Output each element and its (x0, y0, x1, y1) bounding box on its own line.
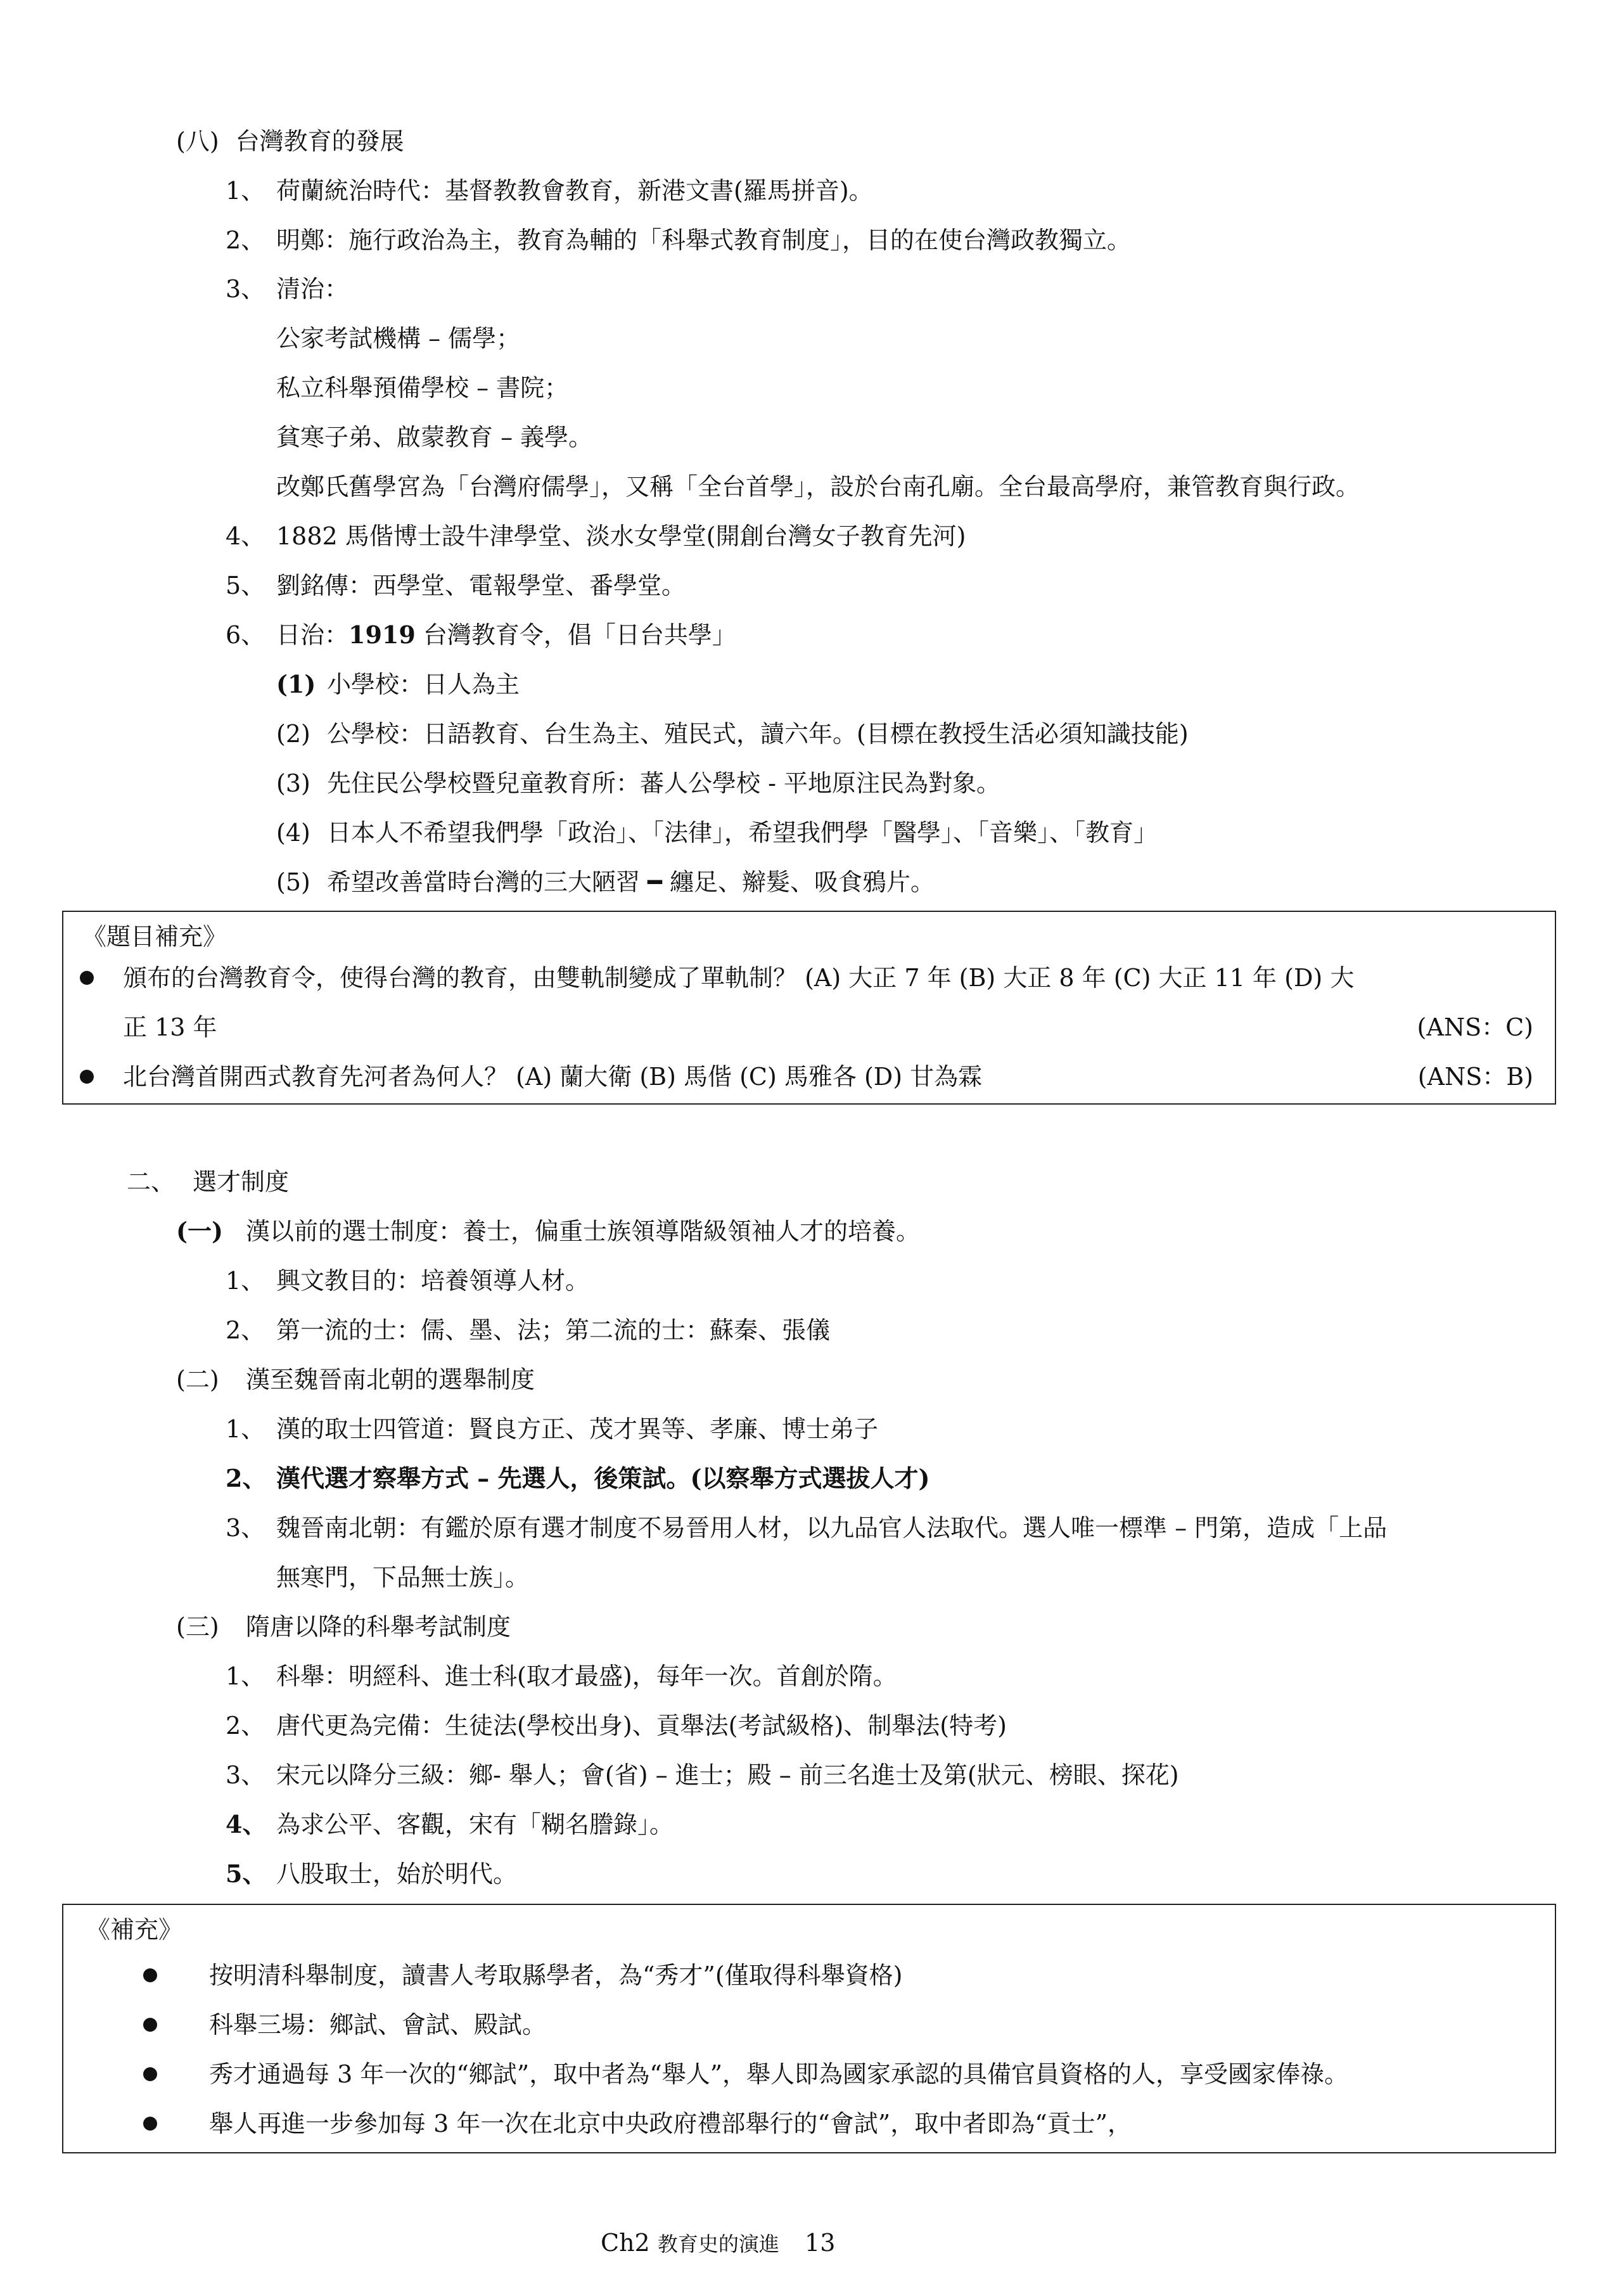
bullet-icon (80, 971, 94, 985)
sub-list-item: (2) 公學校：日語教育、台生為主、殖民式，讀六年。(目標在教授生活必須知識技能) (276, 720, 1189, 748)
section-title: 台灣教育的發展 (235, 127, 404, 155)
answer-text: (ANS：C) (1417, 1013, 1533, 1041)
section-heading (176, 129, 404, 153)
section-label: (八) (176, 127, 219, 155)
list-item: 無寒門，下品無士族」。 (276, 1563, 530, 1591)
list-item: 科舉三場：鄉試、會試、殿試。 (209, 2011, 547, 2039)
list-item: 4、 1882 馬偕博士設牛津學堂、淡水女學堂(開創台灣女子教育先河) (226, 522, 966, 550)
box-title: 《題目補充》 (82, 923, 227, 951)
footer-title: 教育史的演進 (657, 2232, 779, 2256)
footer-chapter: Ch2 (601, 2229, 650, 2257)
sub-list-item: (4) 日本人不希望我們學「政治」、「法律」，希望我們學「醫學」、「音樂」、「教育」 (276, 819, 1158, 847)
list-item: 4、 為求公平、客觀，宋有「糊名謄錄」。 (226, 1810, 674, 1838)
question-text: 北台灣首開西式教育先河者為何人？ (A) 蘭大衛 (B) 馬偕 (C) 馬雅各 (D) 甘為霖 (123, 1063, 983, 1091)
bullet-icon (143, 1968, 157, 1982)
list-item: 6、 日治：1919 台灣教育令，倡「日台共學」 (226, 620, 736, 649)
subsection-heading: (一) 漢以前的選士制度：養士，偏重士族領導階級領袖人才的培養。 (176, 1217, 921, 1245)
subsection-heading: (二) 漢至魏晉南北朝的選舉制度 (176, 1366, 535, 1394)
page-number: 13 (805, 2229, 836, 2257)
list-item: 貧寒子弟、啟蒙教育 – 義學。 (276, 423, 593, 451)
list-item: 公家考試機構 – 儒學； (276, 324, 521, 352)
list-item: 3、 宋元以降分三級：鄉- 舉人；會(省) – 進士；殿 – 前三名進士及第(狀元、榜眼、探花) (226, 1761, 1179, 1789)
list-item: 3、 清治： (226, 275, 349, 303)
list-item: 1、 興文教目的：培養領導人材。 (226, 1267, 590, 1295)
list-item: 5、 劉銘傳：西學堂、電報學堂、番學堂。 (226, 572, 686, 600)
subsection-heading: (三) 隋唐以降的科舉考試制度 (176, 1613, 511, 1641)
section-title: 選才制度 (193, 1168, 290, 1196)
list-item: 秀才通過每 3 年一次的“鄉試”，取中者為“舉人”，舉人即為國家承認的具備官員資格的人，享受國家俸祿。 (209, 2060, 1349, 2088)
sub-list-item: (3) 先住民公學校暨兒童教育所：蕃人公學校 - 平地原注民為對象。 (276, 769, 1001, 797)
list-item: 改鄭氏舊學宮為「台灣府儒學」，又稱「全台首學」，設於台南孔廟。全台最高學府，兼管教育與行政。 (276, 473, 1360, 501)
list-item: 1、 科舉：明經科、進士科(取才最盛)，每年一次。首創於隋。 (226, 1662, 897, 1690)
bullet-icon (80, 1070, 94, 1084)
list-item: 按明清科舉制度，讀書人考取縣學者，為“秀才”(僅取得科舉資格) (209, 1961, 903, 1989)
bullet-icon (143, 2117, 157, 2131)
question-text: 正 13 年 (123, 1013, 217, 1041)
list-item: 2、 漢代選才察舉方式 – 先選人，後策試。(以察舉方式選拔人才) (226, 1464, 930, 1492)
list-item: 3、 魏晉南北朝：有鑑於原有選才制度不易晉用人材，以九品官人法取代。選人唯一標準 – 門第，造成「上品 (226, 1514, 1388, 1542)
list-item: 2、 明鄭：施行政治為主，教育為輔的「科舉式教育制度」，目的在使台灣政教獨立。 (226, 226, 1132, 254)
list-item: 2、 第一流的士：儒、墨、法；第二流的士：蘇秦、張儀 (226, 1316, 831, 1344)
list-item: 1、 荷蘭統治時代：基督教教會教育，新港文書(羅馬拼音)。 (226, 177, 873, 205)
bullet-icon (143, 2067, 157, 2081)
list-item: 私立科舉預備學校 – 書院； (276, 374, 569, 402)
page-footer (601, 2231, 835, 2255)
bullet-icon (143, 2018, 157, 2032)
list-item: 1、 漢的取士四管道：賢良方正、茂才異等、孝廉、博士弟子 (226, 1415, 879, 1443)
sub-list-item: (1) 小學校：日人為主 (276, 670, 520, 698)
list-item: 5、 八股取士，始於明代。 (226, 1859, 518, 1888)
list-item: 2、 唐代更為完備：生徒法(學校出身)、貢舉法(考試級格)、制舉法(特考) (226, 1712, 1007, 1740)
box-title: 《補充》 (86, 1916, 183, 1944)
sub-list-item: (5) 希望改善當時台灣的三大陋習 ━ 纏足、辮髮、吸食鴉片。 (276, 868, 935, 896)
answer-text: (ANS：B) (1417, 1063, 1533, 1091)
section-heading: 二、 選才制度 (127, 1168, 290, 1196)
list-item: 舉人再進一步參加每 3 年一次在北京中央政府禮部舉行的“會試”，取中者即為“貢士”， (209, 2110, 1132, 2138)
question-text: 頒布的台灣教育令，使得台灣的教育，由雙軌制變成了單軌制？ (A) 大正 7 年 (B) 大正 8 年 (C) 大正 11 年 (D) 大 (123, 964, 1355, 992)
